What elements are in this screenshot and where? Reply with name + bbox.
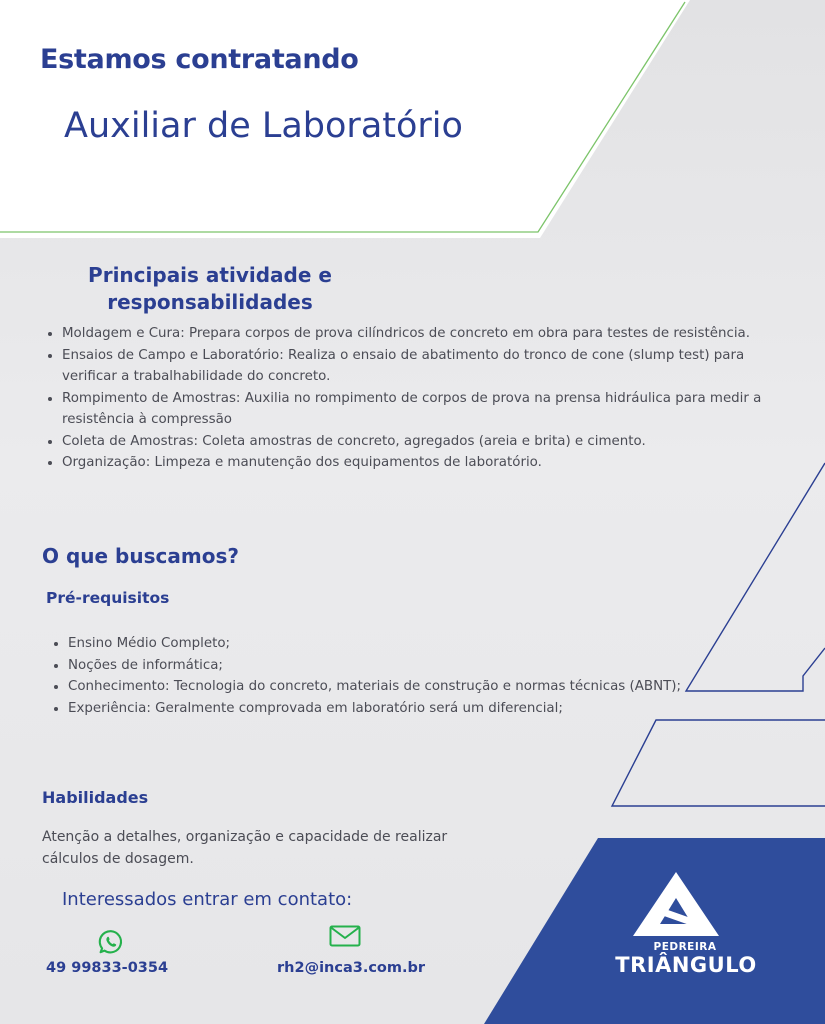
contact-title: Interessados entrar em contato: — [62, 889, 353, 910]
requirements-list — [48, 633, 688, 719]
activities-heading — [40, 262, 380, 316]
list-item: • Coleta de Amostras: Coleta amostras de concreto, agregados (areia e brita) e cimento. — [62, 431, 802, 453]
list-item: • Noções de informática; — [68, 655, 688, 677]
list-item: • Ensino Médio Completo; — [68, 633, 688, 655]
list-item: • Ensaios de Campo e Laboratório: Realiza o ensaio de abatimento do tronco de cone (slump test) para verificar a trabalhabilidade do concreto. — [62, 345, 802, 388]
logo-text-top: PEDREIRA — [653, 941, 717, 953]
activities-heading-line1: Principais atividade e — [88, 263, 332, 287]
activities-list — [42, 323, 802, 474]
skills-heading: Habilidades — [42, 788, 149, 807]
list-item: • Rompimento de Amostras: Auxilia no rompimento de corpos de prova na prensa hidráulica para medir a resistência à compressão — [62, 388, 802, 431]
logo-text-main: TRIÂNGULO — [615, 953, 757, 977]
hiring-label: Estamos contratando — [40, 44, 359, 75]
list-item: • Organização: Limpeza e manutenção dos equipamentos de laboratório. — [62, 452, 802, 474]
whatsapp-icon[interactable] — [98, 929, 124, 955]
job-title: Auxiliar de Laboratório — [64, 106, 463, 146]
activities-heading-line2: responsabilidades — [107, 290, 313, 314]
envelope-icon[interactable] — [329, 925, 361, 947]
email-address[interactable]: rh2@inca3.com.br — [277, 960, 426, 976]
list-item: • Conhecimento: Tecnologia do concreto, materiais de construção e normas técnicas (ABNT); — [68, 676, 688, 698]
list-item: • Moldagem e Cura: Prepara corpos de prova cilíndricos de concreto em obra para testes de resistência. — [62, 323, 802, 345]
phone-number[interactable]: 49 99833-0354 — [46, 960, 169, 976]
skills-text: Atenção a detalhes, organização e capacidade de realizar cálculos de dosagem. — [42, 829, 448, 867]
prerequisites-subheading: Pré-requisitos — [46, 589, 170, 607]
outline-triangle-lower — [612, 720, 825, 806]
outline-triangle-upper — [686, 463, 825, 691]
list-item: • Experiência: Geralmente comprovada em laboratório será um diferencial; — [68, 698, 688, 720]
requirements-heading: O que buscamos? — [42, 544, 239, 568]
